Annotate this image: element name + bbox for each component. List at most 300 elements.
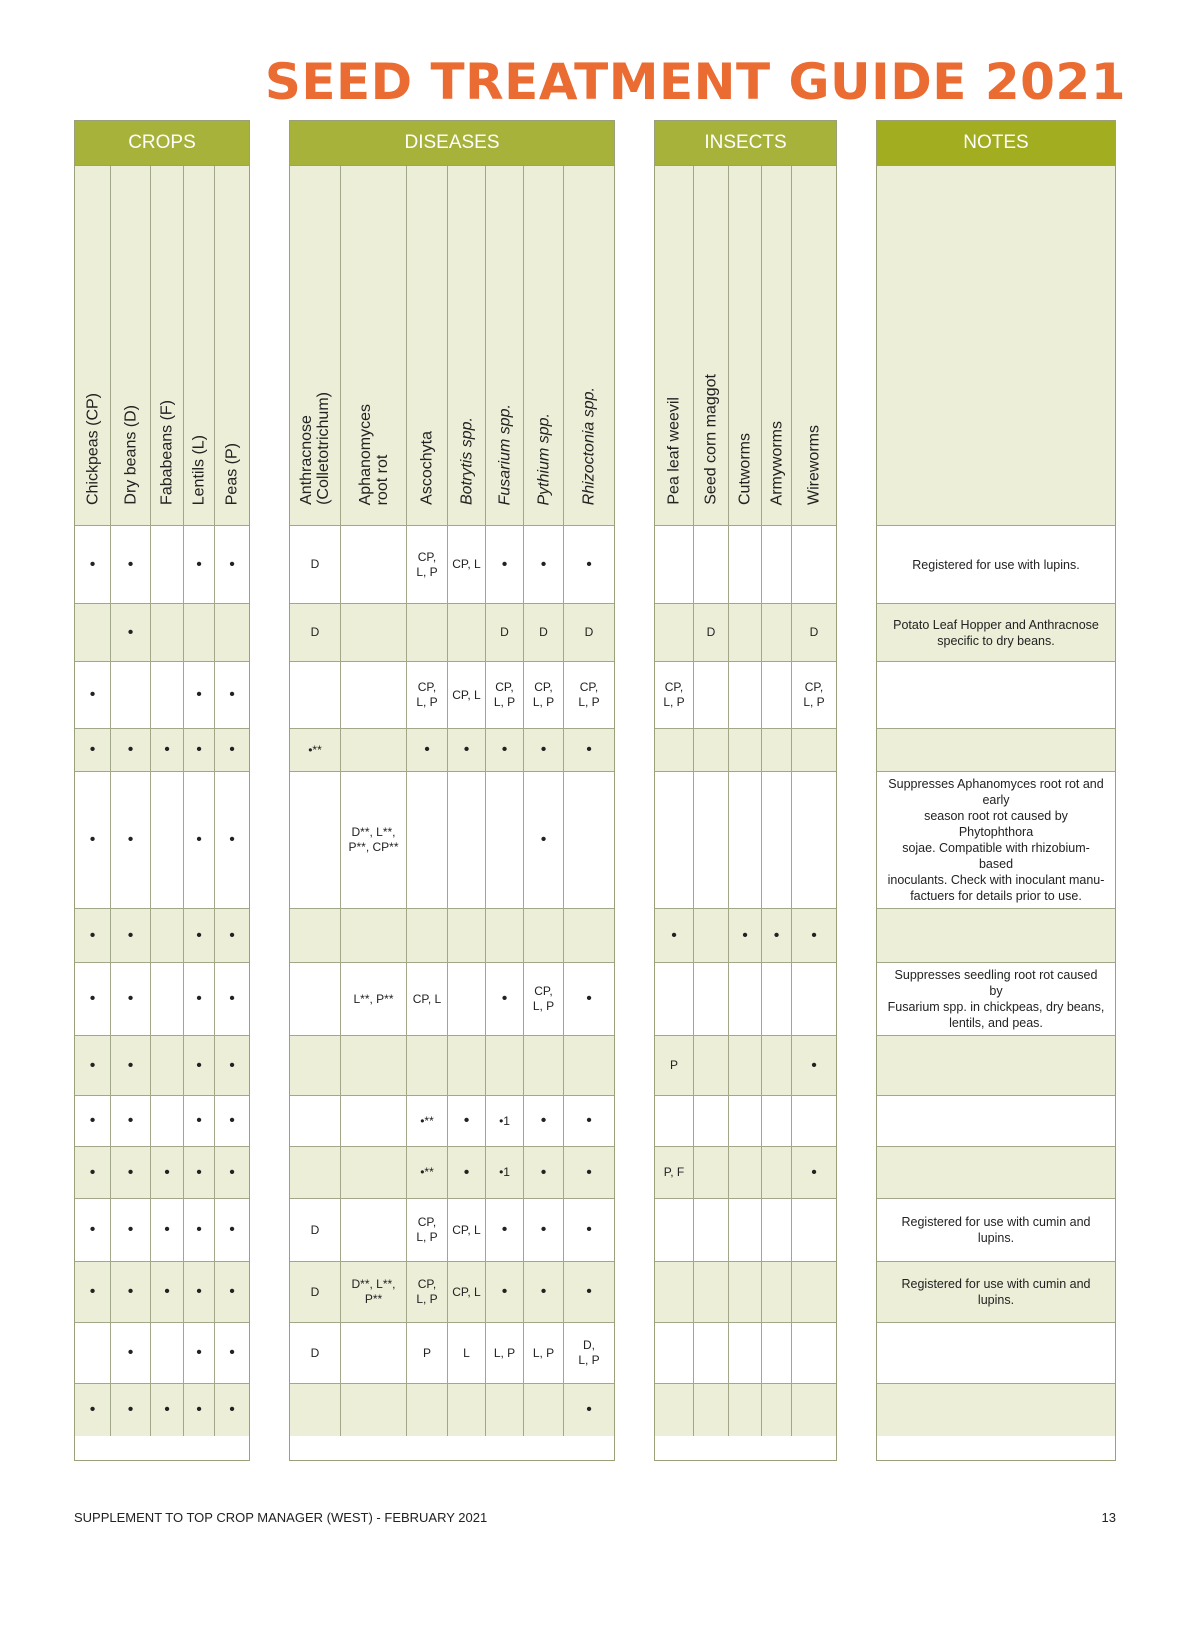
diseases-cell xyxy=(407,1323,448,1384)
crops-value: • xyxy=(89,1163,96,1181)
insects-column-label: Pea leaf weevil xyxy=(665,397,683,505)
insects-cell xyxy=(655,909,694,963)
insects-cell xyxy=(729,526,762,604)
diseases-cell xyxy=(486,1199,524,1262)
insects-cell xyxy=(729,729,762,772)
diseases-value: D xyxy=(310,625,320,639)
footer-publication: SUPPLEMENT TO TOP CROP MANAGER (WEST) - FEBRUARY 2021 xyxy=(74,1510,488,1525)
crops-value: • xyxy=(196,1283,202,1300)
insects-cell xyxy=(694,1323,729,1384)
diseases-value: D xyxy=(310,1222,320,1237)
diseases-cell xyxy=(341,1199,407,1262)
diseases-cell xyxy=(448,662,486,729)
diseases-value: •** xyxy=(308,742,322,757)
diseases-cell xyxy=(407,772,448,909)
insects-cell xyxy=(792,1262,836,1323)
diseases-cell xyxy=(564,1384,614,1436)
footer-page-number: 13 xyxy=(1101,1510,1116,1525)
crops-cell xyxy=(111,1096,151,1147)
insects-cell xyxy=(792,1036,836,1096)
diseases-value: D xyxy=(584,625,594,639)
diseases-cell xyxy=(407,909,448,963)
insects-cell xyxy=(694,729,729,772)
diseases-cell xyxy=(290,1147,341,1199)
insects-cell xyxy=(694,909,729,963)
crops-value: • xyxy=(196,1221,202,1238)
insects-column-label: Wireworms xyxy=(805,425,823,505)
insects-cell xyxy=(729,1323,762,1384)
insects-cell xyxy=(694,963,729,1036)
diseases-value: • xyxy=(586,1112,592,1129)
diseases-cell xyxy=(524,1384,564,1436)
diseases-cell xyxy=(564,729,614,772)
diseases-value: D xyxy=(500,625,509,639)
crops-value: • xyxy=(89,1112,96,1129)
insects-column-label: Cutworms xyxy=(736,432,754,505)
diseases-cell xyxy=(448,1147,486,1199)
crops-cell xyxy=(111,963,151,1036)
crops-value: • xyxy=(229,1163,235,1181)
diseases-cell xyxy=(486,604,524,662)
crops-cell xyxy=(184,662,215,729)
insects-cell xyxy=(655,526,694,604)
diseases-value: CP, L, P xyxy=(416,1277,438,1306)
insects-value: CP, L, P xyxy=(803,680,825,709)
diseases-column-header xyxy=(407,166,448,526)
crops-cell xyxy=(75,526,111,604)
crops-column-header xyxy=(151,166,184,526)
diseases-value: CP, L xyxy=(452,1222,481,1237)
diseases-cell xyxy=(448,1036,486,1096)
notes-table xyxy=(876,120,1116,1461)
crops-value: • xyxy=(89,831,96,848)
diseases-cell xyxy=(341,729,407,772)
insects-value: • xyxy=(811,926,817,944)
crops-cell xyxy=(184,1323,215,1384)
crops-value: • xyxy=(196,1163,202,1181)
note-cell xyxy=(877,1199,1115,1262)
crops-cell xyxy=(111,909,151,963)
insects-cell xyxy=(694,662,729,729)
crops-cell xyxy=(151,1036,184,1096)
diseases-column-header xyxy=(341,166,407,526)
crops-cell xyxy=(215,1199,249,1262)
crops-cell xyxy=(184,909,215,963)
insects-cell xyxy=(729,1147,762,1199)
diseases-value: • xyxy=(501,1221,508,1238)
crops-value: • xyxy=(229,686,235,703)
diseases-cell xyxy=(341,963,407,1036)
insects-cell xyxy=(792,772,836,909)
diseases-cell xyxy=(524,1199,564,1262)
diseases-value: D xyxy=(310,1284,320,1299)
diseases-cell xyxy=(407,1262,448,1323)
crops-cell xyxy=(151,1384,184,1436)
insects-column-header xyxy=(792,166,836,526)
insects-column-label: Seed corn maggot xyxy=(702,374,720,505)
crops-value: • xyxy=(196,831,202,848)
crops-value: • xyxy=(196,1401,202,1418)
diseases-cell xyxy=(448,963,486,1036)
insects-cell xyxy=(729,662,762,729)
diseases-column-header xyxy=(448,166,486,526)
diseases-value: • xyxy=(501,1283,508,1300)
diseases-cell xyxy=(564,1036,614,1096)
insects-cell xyxy=(792,662,836,729)
insects-value: • xyxy=(811,1056,817,1074)
crops-value: • xyxy=(127,555,134,573)
note-cell xyxy=(877,1262,1115,1323)
insects-cell xyxy=(694,1384,729,1436)
crops-cell xyxy=(151,963,184,1036)
insects-cell xyxy=(729,963,762,1036)
diseases-cell xyxy=(486,909,524,963)
insects-value: • xyxy=(671,926,677,944)
diseases-column-label: Pythium spp. xyxy=(535,412,552,505)
insects-value: P, F xyxy=(663,1165,685,1179)
diseases-value: •1 xyxy=(499,1113,510,1128)
crops-cell xyxy=(75,1199,111,1262)
note-text: Suppresses Aphanomyces root rot and early season root rot caused by Phytophthora sojae. Compatible with rhizobium-based inoculants. Check with inoculant manu- factuers for details prior to use. xyxy=(887,777,1105,903)
diseases-value: • xyxy=(501,990,508,1007)
diseases-cell xyxy=(486,1096,524,1147)
diseases-cell xyxy=(341,1036,407,1096)
diseases-cell xyxy=(407,1199,448,1262)
crops-value: • xyxy=(196,1056,202,1074)
diseases-cell xyxy=(407,604,448,662)
crops-cell xyxy=(111,1262,151,1323)
crops-value: • xyxy=(164,741,170,758)
insects-value: D xyxy=(809,625,819,639)
diseases-value: • xyxy=(586,1221,592,1238)
insects-column-label: Armyworms xyxy=(768,420,785,505)
crops-value: • xyxy=(127,1283,134,1300)
diseases-cell xyxy=(564,772,614,909)
insects-cell xyxy=(694,1036,729,1096)
diseases-value: L xyxy=(463,1345,470,1360)
diseases-column-header xyxy=(564,166,614,526)
diseases-value: D**, L**, P** xyxy=(351,1277,396,1306)
diseases-cell xyxy=(448,909,486,963)
crops-cell xyxy=(151,1323,184,1384)
diseases-cell xyxy=(564,963,614,1036)
crops-value: • xyxy=(164,1163,170,1181)
diseases-cell xyxy=(448,729,486,772)
crops-cell xyxy=(151,909,184,963)
crops-cell xyxy=(184,1199,215,1262)
crops-cell xyxy=(75,1036,111,1096)
diseases-cell xyxy=(407,1147,448,1199)
insects-value: • xyxy=(742,926,748,944)
crops-cell xyxy=(215,1036,249,1096)
insects-table xyxy=(654,120,837,1461)
crops-cell xyxy=(184,526,215,604)
diseases-cell xyxy=(448,1199,486,1262)
diseases-value: L, P xyxy=(532,1345,555,1360)
crops-cell xyxy=(75,963,111,1036)
diseases-column-header xyxy=(486,166,524,526)
diseases-cell xyxy=(524,604,564,662)
insects-cell xyxy=(694,1199,729,1262)
crops-value: • xyxy=(127,1056,134,1074)
note-cell xyxy=(877,526,1115,604)
crops-value: • xyxy=(229,1221,235,1238)
diseases-cell xyxy=(290,772,341,909)
diseases-header: DISEASES xyxy=(290,121,614,166)
diseases-value: • xyxy=(540,1283,547,1300)
page-title: SEED TREATMENT GUIDE 2021 xyxy=(264,53,1126,111)
crops-cell xyxy=(75,662,111,729)
insects-cell xyxy=(729,1262,762,1323)
crops-cell xyxy=(111,1199,151,1262)
insects-cell xyxy=(694,1262,729,1323)
diseases-cell xyxy=(486,1147,524,1199)
crops-table xyxy=(74,120,250,1461)
diseases-value: D xyxy=(539,625,548,639)
diseases-cell xyxy=(290,963,341,1036)
crops-value: • xyxy=(229,1344,235,1361)
diseases-cell xyxy=(341,1262,407,1323)
insects-cell xyxy=(729,772,762,909)
crops-value: • xyxy=(164,1401,170,1418)
diseases-value: CP, L, P xyxy=(578,680,600,709)
crops-value: • xyxy=(89,926,96,944)
insects-cell xyxy=(729,1384,762,1436)
crops-cell xyxy=(215,1384,249,1436)
crops-cell xyxy=(151,1262,184,1323)
crops-cell xyxy=(215,963,249,1036)
crops-cell xyxy=(215,1323,249,1384)
crops-column-header xyxy=(215,166,249,526)
insects-cell xyxy=(729,1199,762,1262)
crops-column-header xyxy=(184,166,215,526)
diseases-value: CP, L, P xyxy=(416,680,438,709)
crops-cell xyxy=(184,772,215,909)
crops-column-label: Fababeans (F) xyxy=(158,400,176,505)
note-cell xyxy=(877,1036,1115,1096)
crops-cell xyxy=(215,662,249,729)
insects-cell xyxy=(762,729,792,772)
insects-cell xyxy=(655,1096,694,1147)
diseases-cell xyxy=(486,526,524,604)
crops-value: • xyxy=(89,1401,96,1418)
crops-cell xyxy=(184,963,215,1036)
crops-cell xyxy=(75,772,111,909)
crops-cell xyxy=(151,1147,184,1199)
diseases-value: CP, L xyxy=(412,991,442,1006)
insects-cell xyxy=(655,963,694,1036)
diseases-column-label: Ascochyta xyxy=(418,431,436,505)
insects-column-header xyxy=(655,166,694,526)
diseases-cell xyxy=(341,1096,407,1147)
diseases-cell xyxy=(341,604,407,662)
diseases-column-header xyxy=(524,166,564,526)
diseases-cell xyxy=(290,526,341,604)
crops-header: CROPS xyxy=(75,121,249,166)
diseases-cell xyxy=(290,909,341,963)
diseases-value: CP, L xyxy=(452,557,481,571)
diseases-cell xyxy=(524,1096,564,1147)
insects-cell xyxy=(729,1036,762,1096)
diseases-cell xyxy=(486,1262,524,1323)
note-text: Potato Leaf Hopper and Anthracnose specific to dry beans. xyxy=(893,617,1099,648)
diseases-cell xyxy=(486,1323,524,1384)
insects-cell xyxy=(792,729,836,772)
crops-value: • xyxy=(127,623,134,641)
insects-cell xyxy=(762,772,792,909)
insects-cell xyxy=(792,604,836,662)
diseases-cell xyxy=(290,1199,341,1262)
crops-column-label: Chickpeas (CP) xyxy=(84,392,101,505)
crops-cell xyxy=(215,526,249,604)
diseases-cell xyxy=(341,1147,407,1199)
insects-cell xyxy=(729,1096,762,1147)
insects-cell xyxy=(655,1147,694,1199)
crops-column-header xyxy=(75,166,111,526)
diseases-value: • xyxy=(424,741,430,758)
crops-cell xyxy=(111,772,151,909)
insects-column-header xyxy=(729,166,762,526)
insects-value: CP, L, P xyxy=(663,680,685,709)
crops-value: • xyxy=(164,1283,170,1300)
insects-cell xyxy=(694,1096,729,1147)
note-text: Registered for use with lupins. xyxy=(912,557,1080,572)
diseases-cell xyxy=(290,1323,341,1384)
diseases-cell xyxy=(341,1384,407,1436)
insects-cell xyxy=(655,1384,694,1436)
note-cell xyxy=(877,662,1115,729)
insects-cell xyxy=(655,662,694,729)
crops-cell xyxy=(215,1096,249,1147)
crops-value: • xyxy=(196,1344,202,1361)
note-cell xyxy=(877,1323,1115,1384)
diseases-cell xyxy=(564,662,614,729)
insects-cell xyxy=(762,1323,792,1384)
diseases-cell xyxy=(486,963,524,1036)
crops-value: • xyxy=(127,831,134,848)
insects-cell xyxy=(792,1147,836,1199)
diseases-cell xyxy=(407,1384,448,1436)
diseases-cell xyxy=(486,1036,524,1096)
notes-column-header xyxy=(877,166,1115,526)
crops-value: • xyxy=(89,686,96,703)
crops-value: • xyxy=(127,1163,134,1181)
insects-cell xyxy=(792,963,836,1036)
crops-cell xyxy=(184,1384,215,1436)
crops-cell xyxy=(111,729,151,772)
diseases-cell xyxy=(564,1262,614,1323)
crops-cell xyxy=(184,1147,215,1199)
crops-value: • xyxy=(89,1283,96,1300)
diseases-cell xyxy=(564,604,614,662)
diseases-cell xyxy=(407,526,448,604)
crops-column-label: Dry beans (D) xyxy=(122,405,139,505)
diseases-value: • xyxy=(540,741,547,758)
crops-value: • xyxy=(89,741,96,758)
diseases-column-label: Rhizoctonia spp. xyxy=(580,386,598,505)
note-cell xyxy=(877,909,1115,963)
diseases-cell xyxy=(524,909,564,963)
diseases-cell xyxy=(524,963,564,1036)
crops-cell xyxy=(111,1147,151,1199)
crops-value: • xyxy=(127,990,134,1007)
crops-cell xyxy=(111,604,151,662)
diseases-cell xyxy=(341,1323,407,1384)
crops-value: • xyxy=(229,1401,235,1418)
crops-cell xyxy=(111,526,151,604)
crops-cell xyxy=(75,909,111,963)
diseases-cell xyxy=(524,729,564,772)
diseases-value: • xyxy=(586,1163,592,1181)
diseases-cell xyxy=(524,1036,564,1096)
note-cell xyxy=(877,772,1115,909)
diseases-cell xyxy=(290,604,341,662)
diseases-cell xyxy=(448,1384,486,1436)
crops-value: • xyxy=(164,1221,170,1238)
diseases-cell xyxy=(341,526,407,604)
diseases-value: D xyxy=(310,1345,320,1360)
diseases-value: CP, L, P xyxy=(532,680,555,709)
diseases-cell xyxy=(564,909,614,963)
note-text: Registered for use with cumin and lupins. xyxy=(901,1277,1091,1307)
crops-value: • xyxy=(127,1112,134,1129)
insects-cell xyxy=(762,1147,792,1199)
diseases-cell xyxy=(290,1096,341,1147)
crops-value: • xyxy=(196,1112,202,1129)
crops-value: • xyxy=(127,741,134,758)
insects-cell xyxy=(762,526,792,604)
diseases-cell xyxy=(448,604,486,662)
insects-cell xyxy=(655,1323,694,1384)
diseases-cell xyxy=(524,772,564,909)
crops-value: • xyxy=(229,990,235,1007)
diseases-cell xyxy=(486,1384,524,1436)
insects-cell xyxy=(655,729,694,772)
insects-value: • xyxy=(811,1163,817,1181)
crops-value: • xyxy=(229,926,235,944)
diseases-value: D xyxy=(310,557,320,571)
crops-value: • xyxy=(229,831,235,848)
diseases-column-label: Anthracnose (Colletotrichum) xyxy=(298,392,332,505)
diseases-value: •** xyxy=(420,1165,434,1179)
diseases-value: • xyxy=(463,1163,470,1181)
diseases-value: L, P xyxy=(493,1345,516,1360)
crops-cell xyxy=(75,1384,111,1436)
note-text: Suppresses seedling root rot caused by Fusarium spp. in chickpeas, dry beans, lentils, and peas. xyxy=(887,968,1105,1030)
crops-column-header xyxy=(111,166,151,526)
crops-cell xyxy=(75,729,111,772)
crops-cell xyxy=(215,772,249,909)
diseases-value: D, L, P xyxy=(578,1338,600,1367)
diseases-value: L**, P** xyxy=(353,991,394,1006)
diseases-value: CP, L, P xyxy=(416,549,438,579)
diseases-cell xyxy=(448,1262,486,1323)
diseases-cell xyxy=(524,1147,564,1199)
diseases-cell xyxy=(407,963,448,1036)
diseases-cell xyxy=(448,526,486,604)
crops-cell xyxy=(215,1262,249,1323)
diseases-value: D**, L**, P**, CP** xyxy=(348,825,399,854)
note-cell xyxy=(877,963,1115,1036)
diseases-cell xyxy=(564,1147,614,1199)
diseases-value: • xyxy=(540,831,547,848)
crops-value: • xyxy=(127,1401,134,1418)
crops-cell xyxy=(75,1147,111,1199)
note-cell xyxy=(877,1384,1115,1436)
diseases-cell xyxy=(341,909,407,963)
diseases-cell xyxy=(524,526,564,604)
diseases-cell xyxy=(341,662,407,729)
